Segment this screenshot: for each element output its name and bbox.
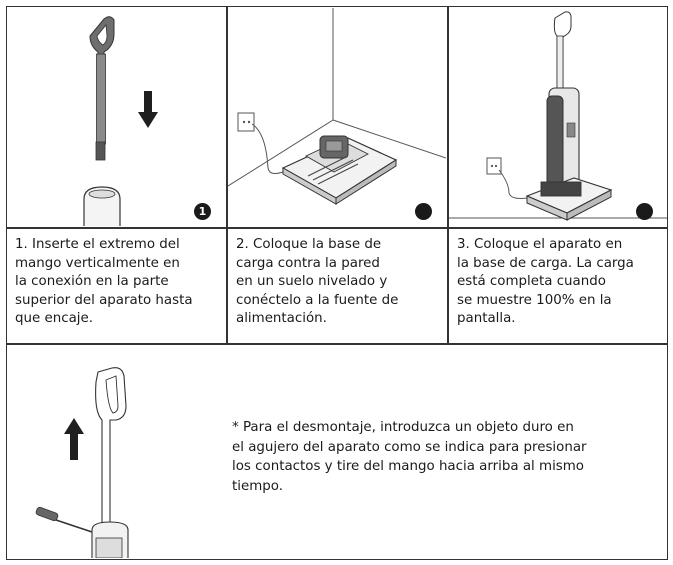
wall-outlet-icon — [238, 113, 254, 131]
up-arrow-icon — [64, 418, 84, 460]
step-1-text: 1. Inserte el extremo del mango verticalmente en la conexión en la parte superior del aparato hasta que encaje. — [15, 237, 193, 326]
step-badge-3 — [636, 203, 653, 220]
step3-illustration — [449, 8, 667, 226]
charging-base-icon — [283, 136, 396, 204]
divider-image-text — [6, 227, 668, 229]
step-badge-2 — [415, 203, 432, 220]
step-2-text: 2. Coloque la base de carga contra la pared en un suelo nivelado y conéctelo a la fuente de alimentación. — [236, 237, 399, 326]
step1-illustration — [60, 14, 210, 226]
disassembly-note: * Para el desmontaje, introduzca un objeto duro en el agujero del aparato como se indica para presionar los contactos y tire del mango hacia arriba al mismo tiempo. — [232, 420, 587, 494]
vacuum-device-icon — [547, 12, 579, 188]
step-3-text: 3. Coloque el aparato en la base de carga. La carga está completa cuando se muestre 100% en la pantalla. — [457, 237, 634, 326]
step2-illustration — [228, 8, 446, 226]
down-arrow-icon — [138, 91, 158, 128]
disassembly-illustration — [30, 362, 200, 558]
handle-icon — [90, 17, 114, 160]
handle-icon — [96, 368, 126, 530]
device-top-icon — [84, 187, 120, 226]
screwdriver-icon — [35, 506, 92, 532]
step-badge-1: 1 — [194, 203, 211, 220]
wall-outlet-icon — [487, 158, 501, 174]
divider-steps-note — [6, 343, 668, 345]
device-body-icon — [92, 522, 128, 558]
charging-base-icon — [527, 178, 611, 220]
